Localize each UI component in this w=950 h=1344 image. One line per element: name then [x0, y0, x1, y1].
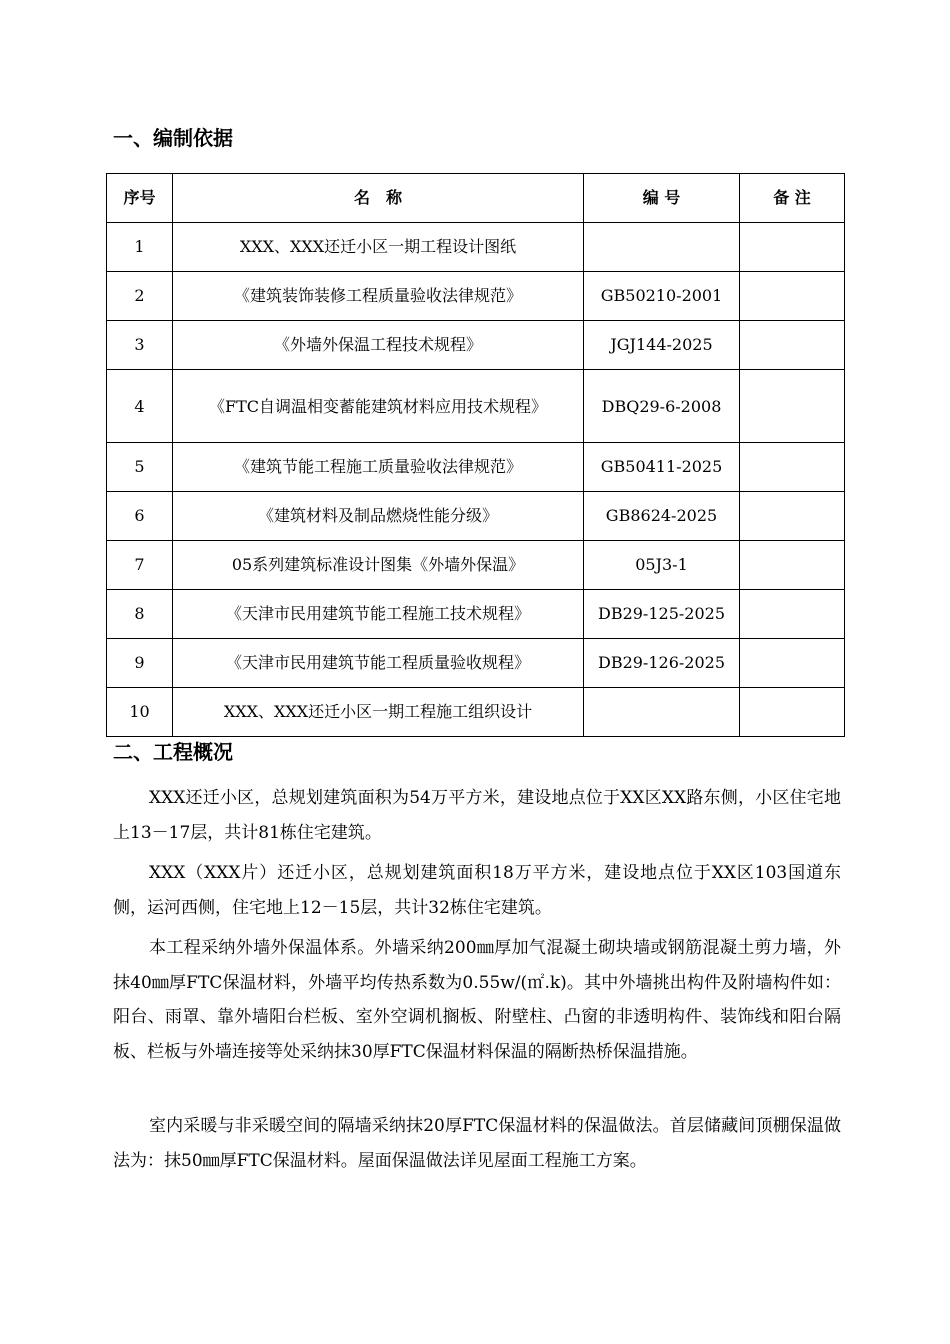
- row-note: [740, 639, 845, 688]
- basis-table: [106, 173, 845, 737]
- row-no: 1: [107, 223, 173, 272]
- overview-paragraph-3: 本工程采纳外墙外保温体系。外墙采纳200㎜厚加气混凝土砌块墙或钢筋混凝土剪力墙，外抹40㎜厚FTC保温材料，外墙平均传热系数为0.55w/(㎡.k)。其中外墙挑出构件及附墙构件如：阳台、雨罩、靠外墙阳台栏板、室外空调机搁板、附壁柱、凸窗的非透明构件、装饰线和阳台隔板、栏板与外墙连接等处采纳抹30厚FTC保温材料保温的隔断热桥保温措施。: [113, 938, 841, 1062]
- row-note: [740, 321, 845, 370]
- table-header-row: [107, 174, 845, 223]
- header-code: 编 号: [584, 174, 740, 223]
- row-name: 《天津市民用建筑节能工程施工技术规程》: [173, 590, 584, 639]
- table-row: [107, 223, 845, 272]
- row-no: 8: [107, 590, 173, 639]
- row-code: DBQ29-6-2008: [584, 370, 740, 443]
- row-note: [740, 370, 845, 443]
- section-1-title: 一、编制依据: [113, 126, 233, 150]
- row-no: 5: [107, 443, 173, 492]
- overview-paragraph-4: 室内采暖与非采暖空间的隔墙采纳抹20厚FTC保温材料的保温做法。首层储藏间顶棚保温做法为：抹50㎜厚FTC保温材料。屋面保温做法详见屋面工程施工方案。: [113, 1116, 841, 1171]
- row-no: 3: [107, 321, 173, 370]
- overview-paragraph-2: XXX（XXX片）还迁小区，总规划建筑面积18万平方米，建设地点位于XX区103国道东侧，运河西侧，住宅地上12－15层，共计32栋住宅建筑。: [113, 863, 841, 918]
- row-no: 7: [107, 541, 173, 590]
- row-name: 《建筑节能工程施工质量验收法律规范》: [173, 443, 584, 492]
- row-name: 《天津市民用建筑节能工程质量验收规程》: [173, 639, 584, 688]
- row-name: XXX、XXX还迁小区一期工程设计图纸: [173, 223, 584, 272]
- row-code: DB29-125-2025: [584, 590, 740, 639]
- table-row: [107, 370, 845, 443]
- row-no: 10: [107, 688, 173, 737]
- header-no: 序号: [107, 174, 173, 223]
- table-row: [107, 272, 845, 321]
- row-note: [740, 223, 845, 272]
- table-row: [107, 321, 845, 370]
- row-code: DB29-126-2025: [584, 639, 740, 688]
- table-row: [107, 639, 845, 688]
- row-note: [740, 492, 845, 541]
- row-note: [740, 590, 845, 639]
- row-code: JGJ144-2025: [584, 321, 740, 370]
- row-no: 9: [107, 639, 173, 688]
- row-code: [584, 223, 740, 272]
- row-name: 《外墙外保温工程技术规程》: [173, 321, 584, 370]
- header-name: 名 称: [173, 174, 584, 223]
- table-row: [107, 541, 845, 590]
- table-row: [107, 443, 845, 492]
- row-code: GB50210-2001: [584, 272, 740, 321]
- row-note: [740, 688, 845, 737]
- table-row: [107, 688, 845, 737]
- row-name: 05系列建筑标准设计图集《外墙外保温》: [173, 541, 584, 590]
- header-note: 备 注: [740, 174, 845, 223]
- row-code: [584, 688, 740, 737]
- row-name: 《建筑材料及制品燃烧性能分级》: [173, 492, 584, 541]
- row-no: 2: [107, 272, 173, 321]
- row-code: GB50411-2025: [584, 443, 740, 492]
- overview-paragraph-1: XXX还迁小区，总规划建筑面积为54万平方米，建设地点位于XX区XX路东侧，小区住宅地上13－17层，共计81栋住宅建筑。: [113, 788, 841, 843]
- row-note: [740, 541, 845, 590]
- row-name: XXX、XXX还迁小区一期工程施工组织设计: [173, 688, 584, 737]
- table-row: [107, 492, 845, 541]
- row-note: [740, 272, 845, 321]
- row-name: 《FTC自调温相变蓄能建筑材料应用技术规程》: [173, 370, 584, 443]
- row-code: 05J3-1: [584, 541, 740, 590]
- row-name: 《建筑装饰装修工程质量验收法律规范》: [173, 272, 584, 321]
- section-2-title: 二、工程概况: [113, 740, 233, 764]
- row-code: GB8624-2025: [584, 492, 740, 541]
- table-row: [107, 590, 845, 639]
- row-note: [740, 443, 845, 492]
- row-no: 4: [107, 370, 173, 443]
- row-no: 6: [107, 492, 173, 541]
